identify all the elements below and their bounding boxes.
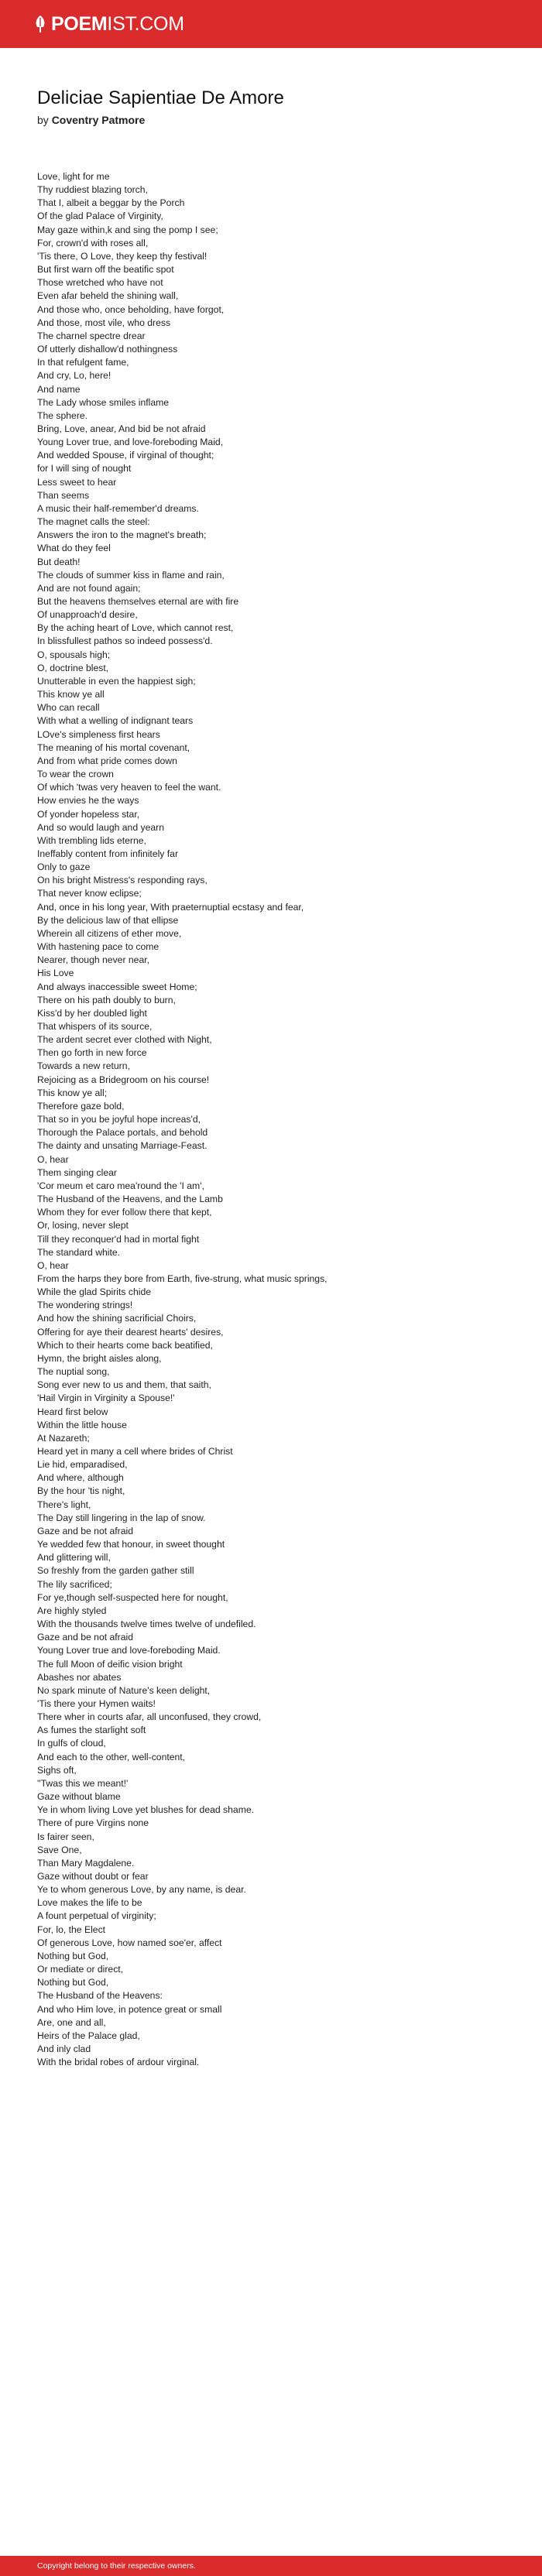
poem-line: In that refulgent fame, [37, 357, 129, 368]
poem-line: Of the glad Palace of Virginity, [37, 211, 163, 222]
poem-line: Heard yet in many a cell where brides of Christ [37, 1446, 233, 1457]
poem-line: With hastening pace to come [37, 941, 160, 953]
poem-line: For, lo, the Elect [37, 1923, 106, 1935]
poem-line: On his bright Mistress's responding rays, [37, 875, 208, 886]
poem-line: for I will sing of nought [37, 463, 132, 474]
poem-line: Love, light for me [37, 171, 110, 182]
site-footer [0, 2556, 542, 2576]
byline-label: by [37, 114, 49, 126]
poem-line: But the heavens themselves eternal are with fire [37, 596, 239, 607]
poem-line: The Husband of the Heavens, and the Lamb [37, 1194, 223, 1205]
poem-line: Are highly styled [37, 1605, 107, 1616]
poem-line: And, once in his long year, With praeternuptial ecstasy and fear, [37, 901, 304, 913]
poem-line: LOve's simpleness first hears [37, 728, 160, 740]
poem-line: Even afar beheld the shining wall, [37, 290, 179, 302]
poem-line: For ye,though self-suspected here for nought, [37, 1591, 228, 1603]
logo-text-light: IST.COM [107, 13, 184, 35]
poem-line: O, hear [37, 1153, 69, 1165]
poem-line: There's light, [37, 1499, 91, 1510]
poem-line: Of generous Love, how named soe'er, affect [37, 1937, 222, 1948]
poem-line: Less sweet to hear [37, 476, 117, 488]
poem-line: How envies he the ways [37, 795, 139, 807]
poem-line: Gaze without blame [37, 1791, 121, 1803]
logo-text-bold: POEM [51, 13, 108, 35]
poem-title: Deliciae Sapientiae De Amore [37, 87, 284, 108]
poem-line: And from what pride comes down [37, 755, 177, 766]
poem-line: That never know eclipse; [37, 888, 142, 899]
poem-line: With the thousands twelve times twelve of undefiled. [37, 1619, 256, 1630]
poem-line: May gaze within,k and sing the pomp I see; [37, 224, 218, 235]
poem-line: Love makes the life to be [37, 1897, 142, 1909]
poem-line: 'Cor meum et caro mea'round the 'I am', [37, 1180, 204, 1191]
poem-line: Young Lover true, and love-foreboding Maid, [37, 437, 224, 448]
poem-line: The clouds of summer kiss in flame and rain, [37, 569, 225, 581]
poem-line: To wear the crown [37, 769, 114, 780]
poem-line: The nuptial song, [37, 1366, 110, 1378]
site-logo[interactable] [34, 11, 184, 37]
byline [37, 113, 145, 127]
site-header [0, 0, 542, 48]
poem-line: Answers the iron to the magnet's breath; [37, 529, 207, 541]
poem-line: Nothing but God, [37, 1950, 109, 1961]
poem-line: Those wretched who have not [37, 277, 163, 289]
poem-line: O, spousals high; [37, 649, 111, 660]
poem-line: Rejoicing as a Bridegroom on his course! [37, 1074, 210, 1085]
poem-line: Unutterable in even the happiest sigh; [37, 675, 196, 687]
poem-line: His Love [37, 968, 74, 979]
poem-line: Of which 'twas very heaven to feel the want. [37, 782, 221, 793]
poem-line: 'Hail Virgin in Virginity a Spouse!' [37, 1392, 175, 1404]
poem-line: That whispers of its source, [37, 1021, 153, 1032]
poem-line: Is fairer seen, [37, 1831, 94, 1842]
poem-line: In blissfullest pathos so indeed possess'd. [37, 635, 213, 647]
poem-line: Save One, [37, 1844, 82, 1855]
poem-line: Towards a new return, [37, 1060, 130, 1072]
poem-line: O, hear [37, 1259, 69, 1271]
poem-line: Ye wedded few that honour, in sweet thought [37, 1539, 225, 1550]
poem-line: But death! [37, 556, 81, 567]
poem-line: And inly clad [37, 2043, 91, 2055]
poem-line: There of pure Virgins none [37, 1817, 149, 1829]
poem-line: Till they reconquer'd had in mortal fight [37, 1233, 200, 1245]
poem-line: But first warn off the beatific spot [37, 264, 174, 276]
poem-line: Hymn, the bright aisles along, [37, 1352, 162, 1364]
logo-text [51, 11, 184, 37]
poem-line: Sighs oft, [37, 1764, 77, 1776]
poem-line: With what a welling of indignant tears [37, 715, 194, 727]
poem-line: The Lady whose smiles inflame [37, 396, 170, 408]
poem-line: Thorough the Palace portals, and behold [37, 1127, 208, 1139]
poem-line: The Day still lingering in the lap of snow. [37, 1512, 206, 1523]
poem-line: So freshly from the garden gather still [37, 1565, 194, 1577]
poem-line: Than Mary Magdalene. [37, 1857, 135, 1869]
poem-line: Heirs of the Palace glad, [37, 2030, 140, 2041]
poem-line: Than seems [37, 489, 90, 501]
poem-line: And who Him love, in potence great or small [37, 2003, 222, 2015]
poem-line: 'Tis there, O Love, they keep thy festival! [37, 250, 208, 262]
poem-line: By the hour 'tis night, [37, 1485, 125, 1497]
poem-line: The Husband of the Heavens: [37, 1990, 163, 2002]
poem-line: The wondering strings! [37, 1300, 133, 1311]
poem-line: Which to their hearts come back beatified, [37, 1339, 213, 1351]
poem-line: And name [37, 383, 81, 395]
poem-line: Within the little house [37, 1419, 127, 1430]
poem-line: O, doctrine blest, [37, 662, 109, 673]
poem-line: The charnel spectre drear [37, 330, 146, 341]
poem-line: The sphere. [37, 409, 88, 421]
poem-line: As fumes the starlight soft [37, 1725, 146, 1736]
poem-line: And glittering will, [37, 1552, 111, 1564]
poem-line: Therefore gaze bold, [37, 1100, 125, 1112]
poem-line: Whom they for ever follow there that kept, [37, 1207, 212, 1218]
poem-line: Thy ruddiest blazing torch, [37, 184, 148, 196]
poem-line: Who can recall [37, 702, 100, 714]
poem-line: Nothing but God, [37, 1977, 109, 1989]
poem-line: Gaze and be not afraid [37, 1632, 133, 1643]
poem-line: Offering for aye their dearest hearts' desires, [37, 1326, 224, 1338]
poem-line: With the bridal robes of ardour virginal. [37, 2057, 200, 2068]
poem-line: And always inaccessible sweet Home; [37, 981, 197, 992]
poem-line: This know ye all [37, 689, 105, 701]
poem-line: And so would laugh and yearn [37, 821, 164, 833]
poem-line: Gaze and be not afraid [37, 1525, 133, 1536]
poem-line: While the glad Spirits chide [37, 1286, 151, 1298]
poem-line: Of unapproach'd desire, [37, 609, 138, 621]
poem-line: The dainty and unsating Marriage-Feast. [37, 1140, 208, 1152]
poem-line: Then go forth in new force [37, 1047, 147, 1059]
poem-line: Ineffably content from infinitely far [37, 848, 179, 859]
poem-line: Young Lover true and love-foreboding Maid. [37, 1645, 221, 1656]
poem-line: And each to the other, well-content, [37, 1751, 186, 1762]
poem-line: By the delicious law of that ellipse [37, 914, 179, 926]
author-link[interactable]: Coventry Patmore [51, 114, 146, 126]
poem-line: Heard first below [37, 1406, 108, 1417]
poem-line: Or mediate or direct, [37, 1964, 124, 1975]
poem-line: And cry, Lo, here! [37, 370, 111, 382]
poem-line: Of yonder hopeless star, [37, 808, 140, 820]
poem-line: And where, although [37, 1472, 124, 1484]
poem-line: The ardent secret ever clothed with Night, [37, 1034, 212, 1046]
poem-line: The magnet calls the steel: [37, 516, 150, 528]
poem-line: Abashes nor abates [37, 1671, 122, 1683]
poem-line: A fount perpetual of virginity; [37, 1910, 156, 1922]
poem-line: In gulfs of cloud, [37, 1738, 106, 1749]
poem-line: The full Moon of deific vision bright [37, 1658, 183, 1670]
poem-line: A music their half-remember'd dreams. [37, 502, 199, 514]
poem-line: For, crown'd with roses all, [37, 237, 149, 248]
poem-line: Wherein all citizens of ether move, [37, 927, 182, 939]
poem-line: This know ye all; [37, 1087, 108, 1098]
poem-line: Of utterly dishallow'd nothingness [37, 344, 178, 355]
poem-line: And those, most vile, who dress [37, 317, 171, 328]
poem-line: 'Tis there your Hymen waits! [37, 1697, 156, 1709]
poem-line: Them singing clear [37, 1166, 117, 1178]
poem-line: Are, one and all, [37, 2016, 106, 2028]
poem-body [37, 170, 517, 2069]
poem-line: That I, albeit a beggar by the Porch [37, 197, 185, 209]
poem-line: Only to gaze [37, 862, 91, 873]
poem-line: That so in you be joyful hope increas'd, [37, 1114, 201, 1125]
poem-line: Song ever new to us and them, that saith, [37, 1379, 211, 1391]
poem-line: Kiss'd by her doubled light [37, 1007, 147, 1019]
poem-line: Ye to whom generous Love, by any name, is dear. [37, 1884, 246, 1896]
poem-line: There on his path doubly to burn, [37, 994, 176, 1005]
poem-line: Nearer, though never near, [37, 954, 149, 966]
poem-line: And how the shining sacrificial Choirs, [37, 1313, 197, 1324]
poem-line: And are not found again; [37, 582, 141, 594]
poem-line: The meaning of his mortal covenant, [37, 742, 190, 753]
poem-line: Lie hid, emparadised, [37, 1459, 128, 1471]
poem-line: ''Twas this we meant!' [37, 1777, 129, 1789]
poem-line: Gaze without doubt or fear [37, 1871, 149, 1882]
poem-line: Bring, Love, anear, And bid be not afraid [37, 423, 206, 434]
poem-line: And those who, once beholding, have forgot, [37, 303, 225, 315]
poem-line: From the harps they bore from Earth, five-strung, what music springs, [37, 1273, 328, 1284]
poem-line: There wher in courts afar, all unconfused, they crowd, [37, 1711, 262, 1723]
poem-line: Or, losing, never slept [37, 1220, 129, 1231]
poem-line: No spark minute of Nature's keen delight, [37, 1684, 211, 1696]
poem-line: The standard white. [37, 1246, 121, 1258]
copyright-text: Copyright belong to their respective owners. [37, 2561, 196, 2571]
poem-line: With trembling lids eterne, [37, 834, 146, 846]
poem-line: At Nazareth; [37, 1432, 90, 1444]
poem-line: The lily sacrificed; [37, 1578, 112, 1590]
poem-line: And wedded Spouse, if virginal of thought; [37, 450, 214, 461]
poem-line: Ye in whom living Love yet blushes for dead shame. [37, 1804, 255, 1816]
poem-line: By the aching heart of Love, which cannot rest, [37, 622, 234, 634]
quill-icon [34, 15, 46, 33]
poem-line: What do they feel [37, 543, 111, 554]
